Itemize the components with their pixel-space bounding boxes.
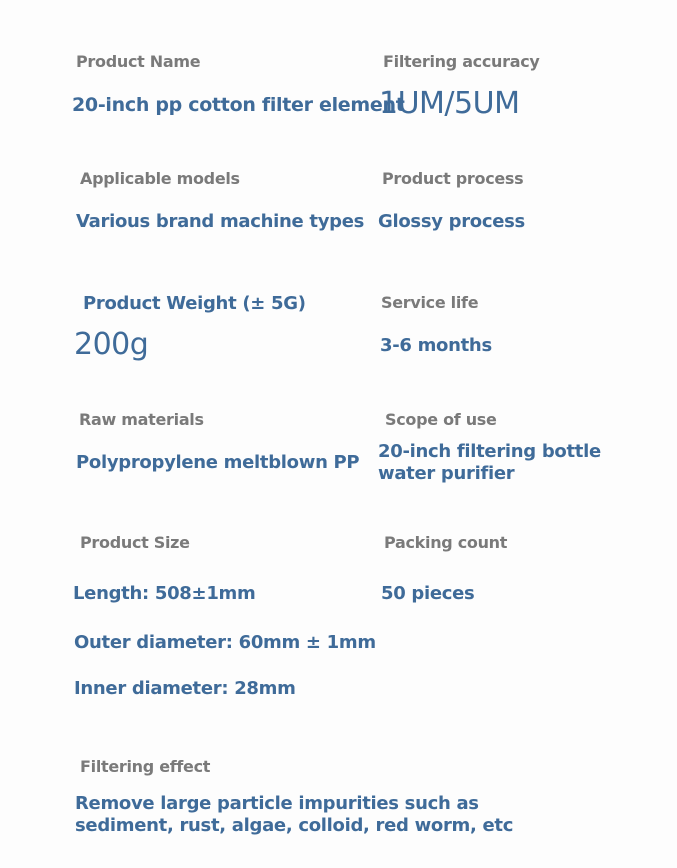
product-size-label: Product Size bbox=[80, 533, 190, 552]
scope-of-use-label: Scope of use bbox=[385, 410, 497, 429]
product-weight-label: Product Weight (± 5G) bbox=[83, 293, 306, 314]
filtering-effect-label: Filtering effect bbox=[80, 757, 211, 776]
filtering-accuracy-label: Filtering accuracy bbox=[383, 52, 540, 71]
scope-of-use-value: 20-inch filtering bottle water purifier bbox=[378, 441, 601, 484]
filtering-accuracy-value: 1UM/5UM bbox=[379, 86, 520, 121]
product-name-label: Product Name bbox=[76, 52, 201, 71]
service-life-value: 3-6 months bbox=[380, 335, 492, 356]
product-weight-value: 200g bbox=[74, 327, 149, 362]
product-size-outer-diameter: Outer diameter: 60mm ± 1mm bbox=[74, 632, 376, 653]
raw-materials-label: Raw materials bbox=[79, 410, 204, 429]
service-life-label: Service life bbox=[381, 293, 479, 312]
product-size-length: Length: 508±1mm bbox=[73, 583, 256, 604]
packing-count-label: Packing count bbox=[384, 533, 508, 552]
packing-count-value: 50 pieces bbox=[381, 583, 475, 604]
raw-materials-value: Polypropylene meltblown PP bbox=[76, 452, 360, 473]
product-name-value: 20-inch pp cotton filter element bbox=[72, 94, 405, 116]
applicable-models-value: Various brand machine types bbox=[76, 211, 365, 232]
product-process-label: Product process bbox=[382, 169, 524, 188]
product-size-inner-diameter: Inner diameter: 28mm bbox=[74, 678, 296, 699]
product-process-value: Glossy process bbox=[378, 211, 525, 232]
applicable-models-label: Applicable models bbox=[80, 169, 240, 188]
filtering-effect-value: Remove large particle impurities such as sediment, rust, algae, colloid, red worm, etc bbox=[75, 793, 514, 836]
